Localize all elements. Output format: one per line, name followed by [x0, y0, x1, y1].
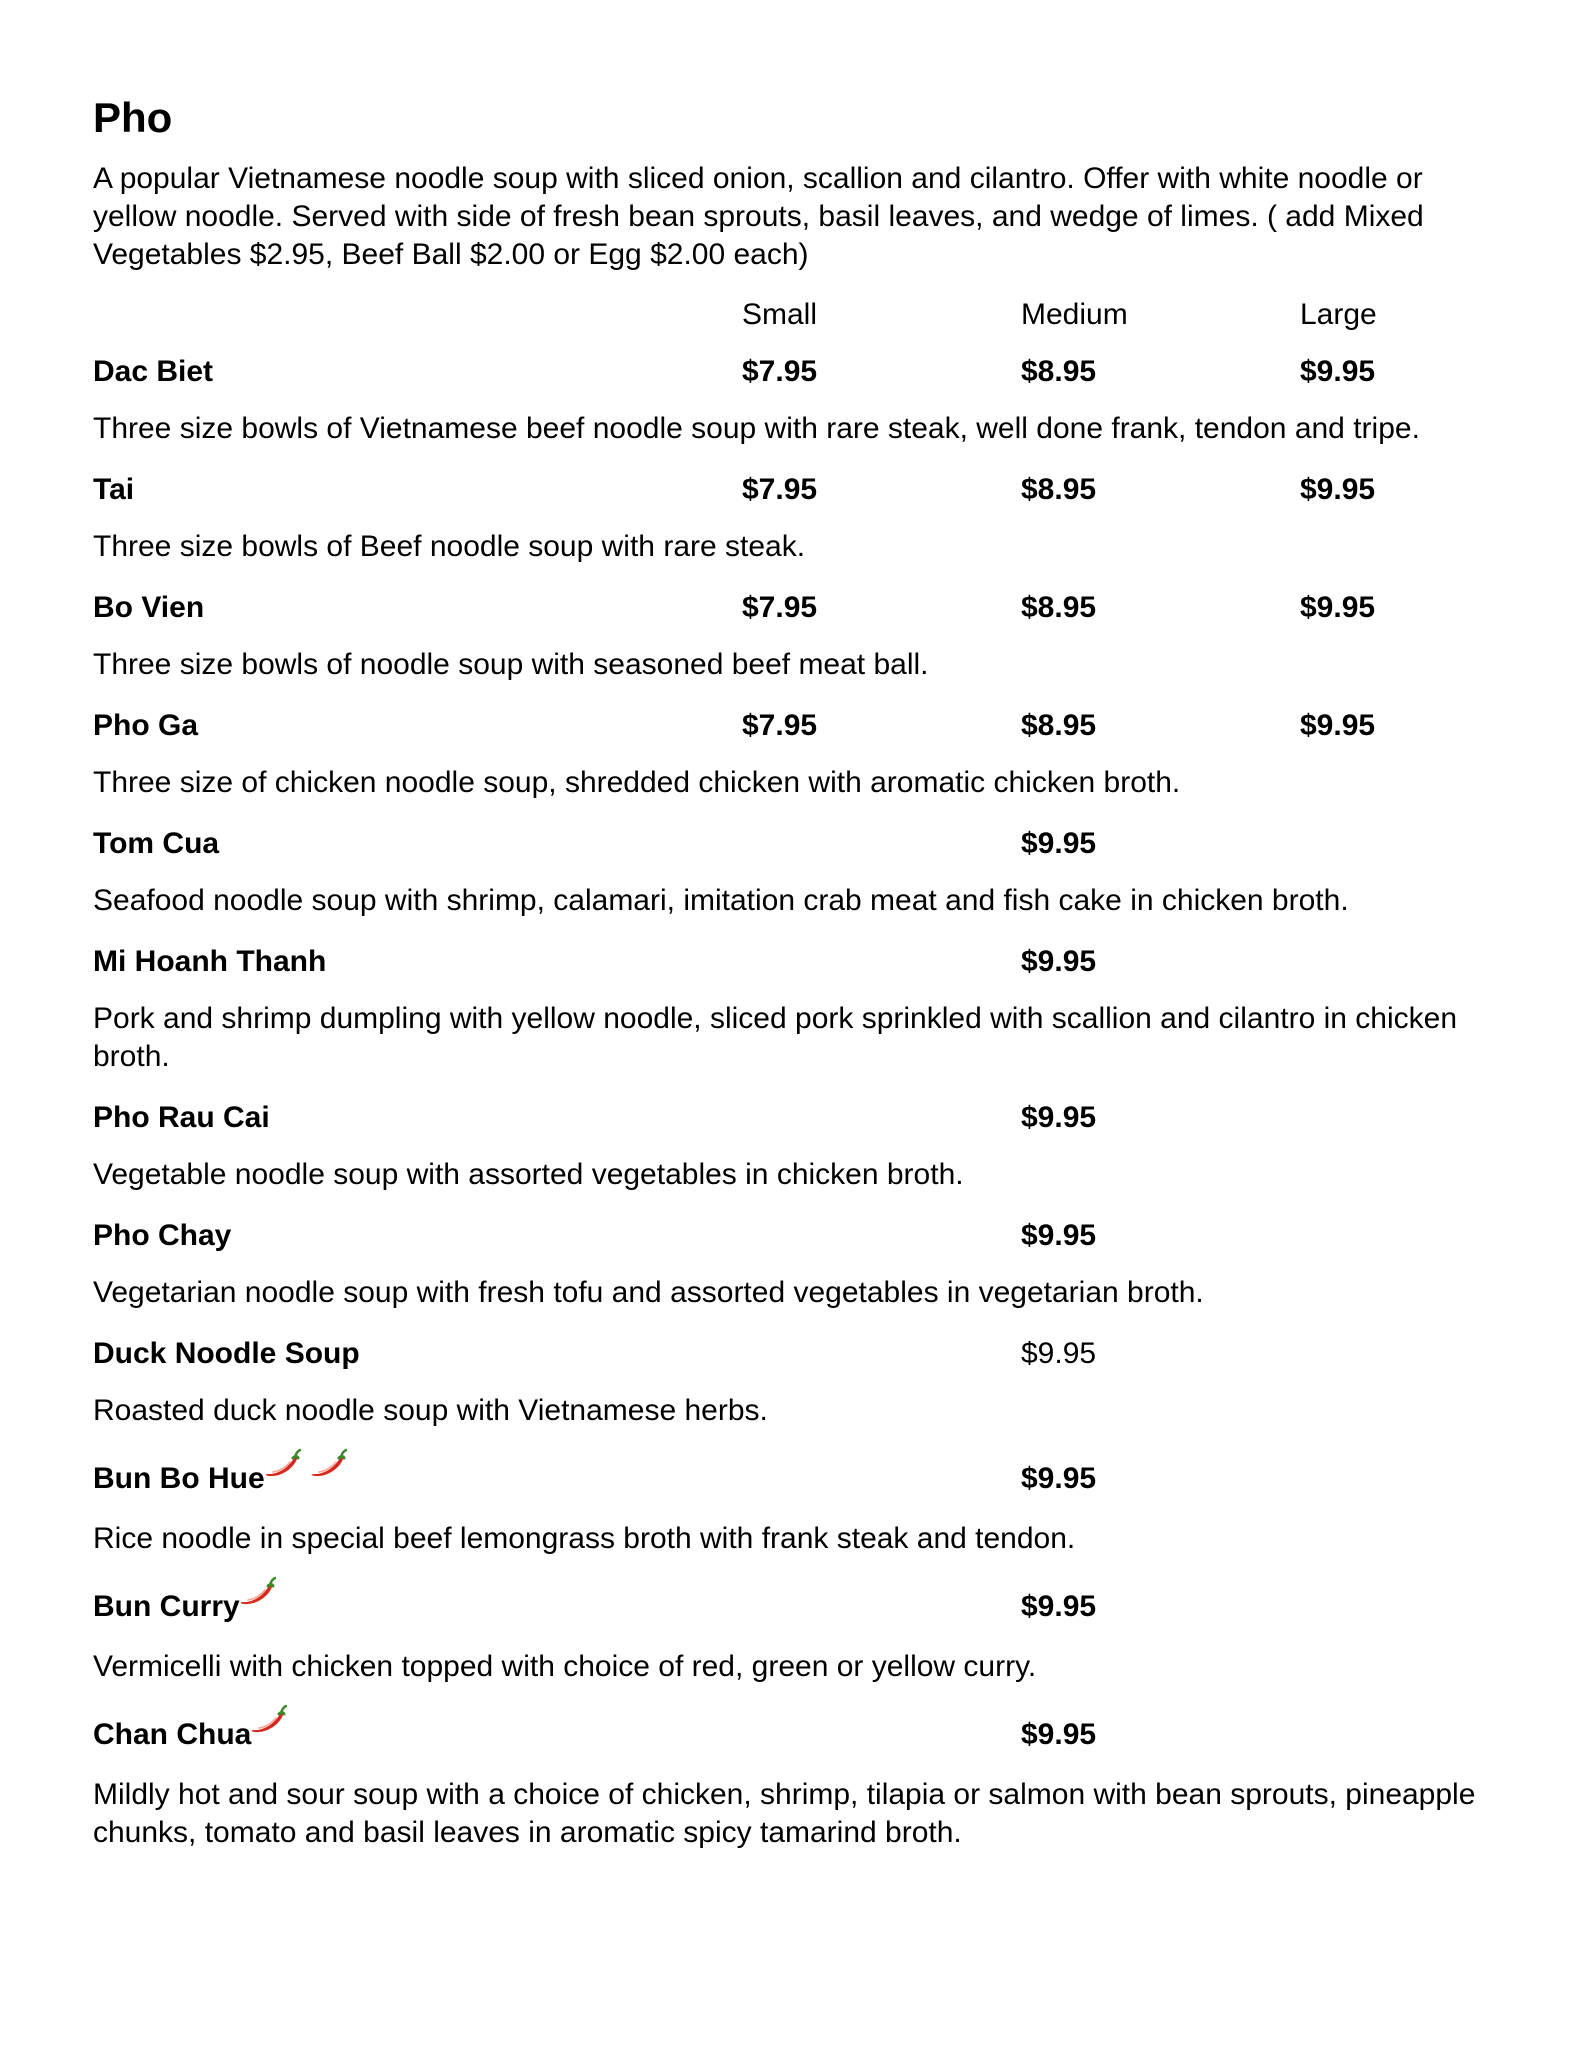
size-header-row [93, 288, 1493, 342]
menu-item-row [93, 1570, 1493, 1640]
menu-item-description: Three size of chicken noodle soup, shredded chicken with aromatic chicken broth. [93, 766, 1181, 799]
menu-item-name-text: Pho Rau Cai [93, 1101, 270, 1134]
menu-item-name-text: Tai [93, 473, 135, 506]
price-medium: $9.95 [1021, 1101, 1097, 1134]
chili-pepper-icon [240, 1560, 276, 1590]
menu-item-name [93, 696, 198, 756]
price-medium: $8.95 [1021, 709, 1097, 742]
menu-item-name-text: Chan Chua [93, 1718, 252, 1751]
menu-item-description: Vegetarian noodle soup with fresh tofu and assorted vegetables in vegetarian broth. [93, 1276, 1204, 1309]
menu-item-name [93, 1088, 270, 1148]
price-small: $7.95 [742, 591, 818, 624]
price-small: $7.95 [742, 473, 818, 506]
price-medium: $9.95 [1021, 945, 1097, 978]
price-medium: $9.95 [1021, 1337, 1097, 1370]
menu-item-name-text: Mi Hoanh Thanh [93, 945, 327, 978]
menu-item-description: Three size bowls of noodle soup with seasoned beef meat ball. [93, 648, 929, 681]
spicy-indicator [265, 1432, 347, 1506]
price-medium: $8.95 [1021, 473, 1097, 506]
menu-item-description: Three size bowls of Beef noodle soup with rare steak. [93, 530, 806, 563]
price-medium: $9.95 [1021, 1219, 1097, 1252]
menu-item-name [93, 342, 213, 402]
price-small: $7.95 [742, 709, 818, 742]
section-title: Pho [93, 94, 173, 141]
chili-pepper-icon [265, 1432, 301, 1462]
menu-item-row [93, 1324, 1493, 1384]
chili-pepper-icon [311, 1432, 347, 1462]
price-large: $9.95 [1300, 473, 1376, 506]
menu-item-list [93, 342, 1493, 1864]
size-label-medium: Medium [1021, 298, 1128, 331]
size-label-large: Large [1300, 298, 1377, 331]
menu-item-row [93, 342, 1493, 402]
menu-item-name-text: Dac Biet [93, 355, 214, 388]
menu-item-row [93, 1206, 1493, 1266]
size-label-small: Small [742, 298, 818, 331]
price-small: $7.95 [742, 355, 818, 388]
menu-item-row [93, 1698, 1493, 1768]
menu-item-description: Vermicelli with chicken topped with choice of red, green or yellow curry. [93, 1650, 1037, 1683]
spicy-indicator [251, 1688, 287, 1762]
menu-item-name-text: Bun Bo Hue [93, 1462, 265, 1495]
menu-page [93, 88, 1493, 1864]
price-large: $9.95 [1300, 709, 1376, 742]
price-large: $9.95 [1300, 355, 1376, 388]
menu-item-name-text: Bun Curry [93, 1590, 240, 1623]
menu-item-name [93, 1324, 360, 1384]
menu-item-name [93, 1442, 347, 1516]
menu-item-name [93, 932, 326, 992]
menu-item-row [93, 932, 1493, 992]
menu-item-name [93, 1570, 276, 1644]
menu-item-description: Vegetable noodle soup with assorted vegetables in chicken broth. [93, 1158, 964, 1191]
section-intro: A popular Vietnamese noodle soup with sliced onion, scallion and cilantro. Offer with white noodle or yellow noodle. Served with side of fresh bean sprouts, basil leaves, and wedge of limes. ( add Mixed Vegetables $2.95, Beef Ball $2.00 or Egg $2.00 each) [93, 162, 1424, 271]
price-medium: $8.95 [1021, 591, 1097, 624]
menu-item-row [93, 1442, 1493, 1512]
menu-item-name [93, 1698, 287, 1772]
menu-item-name-text: Tom Cua [93, 827, 220, 860]
menu-item-row [93, 696, 1493, 756]
price-medium: $9.95 [1021, 1590, 1097, 1623]
menu-item-name-text: Bo Vien [93, 591, 205, 624]
menu-item-name-text: Pho Chay [93, 1219, 232, 1252]
menu-item-description: Roasted duck noodle soup with Vietnamese herbs. [93, 1394, 768, 1427]
menu-item-name-text: Pho Ga [93, 709, 199, 742]
price-medium: $9.95 [1021, 827, 1097, 860]
spicy-indicator [240, 1560, 276, 1634]
menu-item-row [93, 814, 1493, 874]
menu-item-description: Rice noodle in special beef lemongrass broth with frank steak and tendon. [93, 1522, 1076, 1555]
menu-item-name [93, 1206, 231, 1266]
menu-item-name [93, 460, 134, 520]
menu-item-row [93, 1088, 1493, 1148]
chili-pepper-icon [251, 1688, 287, 1718]
price-large: $9.95 [1300, 591, 1376, 624]
menu-item-description: Mildly hot and sour soup with a choice of chicken, shrimp, tilapia or salmon with bean sprouts, pineapple chunks, tomato and basil leaves in aromatic spicy tamarind broth. [93, 1778, 1476, 1849]
menu-item-name [93, 814, 219, 874]
menu-item-description: Pork and shrimp dumpling with yellow noodle, sliced pork sprinkled with scallion and cilantro in chicken broth. [93, 1002, 1458, 1073]
menu-item-name-text: Duck Noodle Soup [93, 1337, 360, 1370]
menu-item-description: Three size bowls of Vietnamese beef noodle soup with rare steak, well done frank, tendon and tripe. [93, 412, 1420, 445]
menu-item-row [93, 578, 1493, 638]
price-medium: $8.95 [1021, 355, 1097, 388]
price-medium: $9.95 [1021, 1462, 1097, 1495]
menu-item-description: Seafood noodle soup with shrimp, calamari, imitation crab meat and fish cake in chicken broth. [93, 884, 1349, 917]
menu-item-row [93, 460, 1493, 520]
menu-item-name [93, 578, 204, 638]
price-medium: $9.95 [1021, 1718, 1097, 1751]
